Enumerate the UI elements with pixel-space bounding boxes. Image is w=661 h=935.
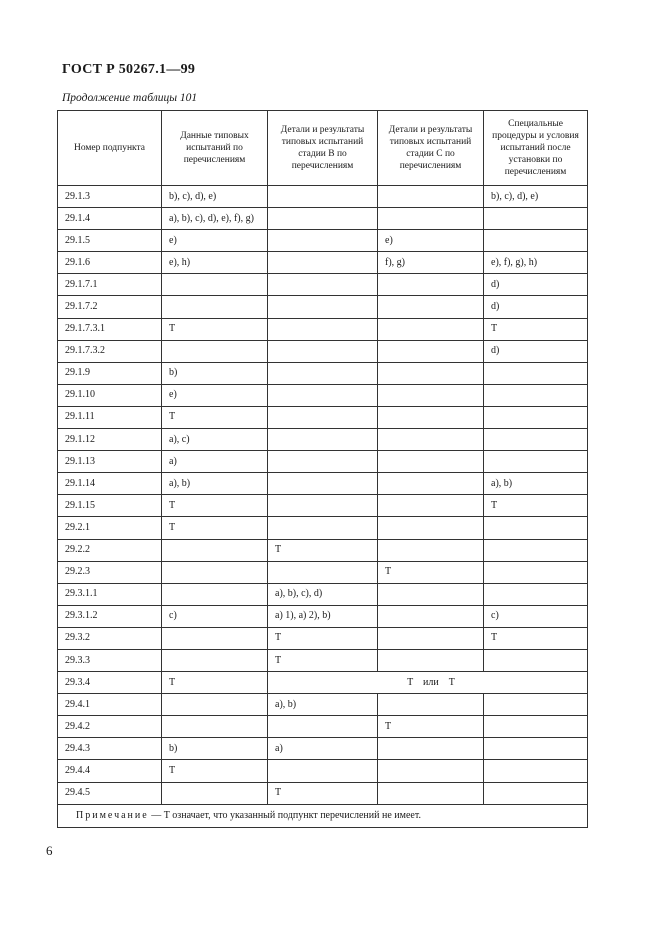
column-header: Детали и результаты типовых испытаний стадии С по перечислениям	[378, 111, 484, 186]
table-cell: 29.1.7.3.1	[58, 318, 162, 340]
table-row	[58, 649, 588, 671]
table-cell	[268, 296, 378, 318]
table-cell	[268, 473, 378, 495]
table-row	[58, 694, 588, 716]
table-cell: b), c), d), e)	[162, 186, 268, 208]
table-cell	[162, 539, 268, 561]
table-cell	[268, 384, 378, 406]
table-cell	[378, 738, 484, 760]
column-header: Детали и результаты типовых испытаний стадии В по перечислениям	[268, 111, 378, 186]
table-row	[58, 362, 588, 384]
document-header: ГОСТ Р 50267.1—99	[62, 62, 196, 77]
table-cell	[484, 517, 588, 539]
table-cell	[484, 583, 588, 605]
table-cell	[484, 738, 588, 760]
table-cell: 29.1.13	[58, 451, 162, 473]
table-cell: T	[378, 716, 484, 738]
table-cell: T	[484, 495, 588, 517]
table-cell: d)	[484, 340, 588, 362]
table-cell	[268, 429, 378, 451]
table-cell: T	[484, 318, 588, 340]
table-row	[58, 230, 588, 252]
data-table	[57, 110, 588, 828]
table-note	[58, 804, 588, 827]
table-cell	[268, 340, 378, 362]
table-cell: 29.1.5	[58, 230, 162, 252]
table-cell: T	[162, 406, 268, 428]
table-cell: T	[162, 760, 268, 782]
table-cell	[268, 208, 378, 230]
table-cell	[378, 296, 484, 318]
table-row	[58, 340, 588, 362]
table-cell: 29.2.2	[58, 539, 162, 561]
table-cell	[268, 406, 378, 428]
column-header: Специальные процедуры и условия испытаний после установки по перечислениям	[484, 111, 588, 186]
table-cell	[378, 495, 484, 517]
table-cell	[268, 252, 378, 274]
table-cell	[484, 716, 588, 738]
table-cell	[484, 694, 588, 716]
table-body	[58, 186, 588, 672]
table-cell	[378, 694, 484, 716]
table-cell	[378, 384, 484, 406]
table-cell: 29.3.4	[58, 672, 162, 694]
table-row	[58, 274, 588, 296]
table-container	[57, 110, 587, 828]
table-cell	[268, 760, 378, 782]
table-cell	[378, 649, 484, 671]
table-row	[58, 406, 588, 428]
table-cell: c)	[162, 605, 268, 627]
table-cell	[378, 583, 484, 605]
table-cell	[484, 208, 588, 230]
table-cell: 29.1.7.3.2	[58, 340, 162, 362]
table-cell: T	[268, 649, 378, 671]
table-cell	[378, 517, 484, 539]
table-cell	[378, 318, 484, 340]
table-cell	[484, 649, 588, 671]
table-cell	[378, 208, 484, 230]
table-cell: 29.1.4	[58, 208, 162, 230]
table-cell: 29.4.3	[58, 738, 162, 760]
table-cell: 29.1.7.1	[58, 274, 162, 296]
table-cell: 29.4.5	[58, 782, 162, 804]
table-cell: a)	[268, 738, 378, 760]
table-cell: 29.1.10	[58, 384, 162, 406]
table-cell: T	[162, 495, 268, 517]
table-cell	[268, 517, 378, 539]
column-header: Номер подпункта	[58, 111, 162, 186]
table-cell: b)	[162, 738, 268, 760]
table-cell: T	[268, 627, 378, 649]
table-cell: e), h)	[162, 252, 268, 274]
table-cell	[162, 716, 268, 738]
table-cell	[378, 186, 484, 208]
table-cell: 29.1.11	[58, 406, 162, 428]
table-cell	[268, 318, 378, 340]
table-cell	[378, 362, 484, 384]
table-cell: 29.1.7.2	[58, 296, 162, 318]
table-row	[58, 451, 588, 473]
table-cell	[484, 760, 588, 782]
merged-cell: T или T	[268, 672, 588, 694]
table-cell: 29.3.2	[58, 627, 162, 649]
table-cell	[378, 605, 484, 627]
table-body-merged	[58, 672, 588, 694]
table-row	[58, 252, 588, 274]
table-row	[58, 583, 588, 605]
table-cell	[378, 782, 484, 804]
table-cell: b), c), d), e)	[484, 186, 588, 208]
table-cell	[484, 782, 588, 804]
table-row	[58, 627, 588, 649]
table-cell: T	[162, 318, 268, 340]
table-row	[58, 473, 588, 495]
table-cell	[378, 274, 484, 296]
table-row	[58, 716, 588, 738]
table-cell	[268, 230, 378, 252]
table-cell: a), b), c), d)	[268, 583, 378, 605]
table-cell: 29.3.1.1	[58, 583, 162, 605]
table-cell: 29.4.2	[58, 716, 162, 738]
table-row	[58, 782, 588, 804]
table-cell: c)	[484, 605, 588, 627]
table-cell	[378, 627, 484, 649]
table-cell	[162, 340, 268, 362]
table-cell: 29.2.3	[58, 561, 162, 583]
table-cell	[378, 760, 484, 782]
table-caption: Продолжение таблицы 101	[62, 92, 198, 104]
table-cell: a), b)	[268, 694, 378, 716]
table-cell: a) 1), a) 2), b)	[268, 605, 378, 627]
table-cell	[268, 451, 378, 473]
table-cell: 29.1.9	[58, 362, 162, 384]
table-cell	[484, 539, 588, 561]
table-cell	[378, 473, 484, 495]
table-cell	[162, 296, 268, 318]
table-row	[58, 738, 588, 760]
table-cell: a), b)	[162, 473, 268, 495]
table-cell: 29.1.3	[58, 186, 162, 208]
table-cell	[484, 429, 588, 451]
table-cell: 29.3.1.2	[58, 605, 162, 627]
table-cell: d)	[484, 296, 588, 318]
table-cell: T	[268, 782, 378, 804]
table-cell: 29.2.1	[58, 517, 162, 539]
table-cell	[484, 384, 588, 406]
note-text: — Т означает, что указанный подпункт перечислений не имеет.	[148, 809, 421, 821]
table-cell	[162, 561, 268, 583]
table-cell	[268, 716, 378, 738]
note-label: Примечание	[76, 809, 149, 821]
table-cell: 29.1.14	[58, 473, 162, 495]
table-cell: e), f), g), h)	[484, 252, 588, 274]
table-cell: d)	[484, 274, 588, 296]
table-cell: e)	[162, 384, 268, 406]
table-cell: T	[378, 561, 484, 583]
table-cell	[268, 274, 378, 296]
table-row	[58, 186, 588, 208]
table-cell: 29.4.4	[58, 760, 162, 782]
table-row	[58, 429, 588, 451]
table-row	[58, 296, 588, 318]
table-row	[58, 384, 588, 406]
table-cell	[268, 186, 378, 208]
table-row	[58, 318, 588, 340]
table-cell	[268, 561, 378, 583]
table-cell	[162, 583, 268, 605]
table-row	[58, 539, 588, 561]
table-row	[58, 517, 588, 539]
table-row	[58, 605, 588, 627]
table-row	[58, 495, 588, 517]
table-row	[58, 760, 588, 782]
table-cell: a)	[162, 451, 268, 473]
table-cell	[378, 429, 484, 451]
table-cell: 29.1.15	[58, 495, 162, 517]
table-cell	[162, 274, 268, 296]
table-header-row	[58, 111, 588, 186]
table-cell: T	[484, 627, 588, 649]
table-cell: 29.4.1	[58, 694, 162, 716]
column-header: Данные типовых испытаний по перечислениям	[162, 111, 268, 186]
table-cell: a), b), c), d), e), f), g)	[162, 208, 268, 230]
table-cell: T	[162, 517, 268, 539]
table-cell	[484, 561, 588, 583]
table-cell: 29.3.3	[58, 649, 162, 671]
table-cell	[484, 406, 588, 428]
table-cell	[378, 451, 484, 473]
table-cell	[484, 230, 588, 252]
table-row	[58, 208, 588, 230]
table-cell: T	[162, 672, 268, 694]
table-cell: f), g)	[378, 252, 484, 274]
table-cell	[162, 782, 268, 804]
table-cell	[484, 451, 588, 473]
table-cell	[378, 340, 484, 362]
table-cell	[484, 362, 588, 384]
table-cell	[162, 627, 268, 649]
table-cell: 29.1.6	[58, 252, 162, 274]
table-cell	[162, 694, 268, 716]
table-cell	[378, 406, 484, 428]
table-cell	[268, 362, 378, 384]
table-cell: a), b)	[484, 473, 588, 495]
table-cell	[378, 539, 484, 561]
table-cell: 29.1.12	[58, 429, 162, 451]
table-cell	[162, 649, 268, 671]
table-body	[58, 694, 588, 804]
table-cell: e)	[378, 230, 484, 252]
page-number: 6	[46, 843, 53, 858]
table-cell: T	[268, 539, 378, 561]
table-row	[58, 561, 588, 583]
table-cell: a), c)	[162, 429, 268, 451]
note-row	[58, 804, 588, 827]
table-row	[58, 672, 588, 694]
table-cell	[268, 495, 378, 517]
table-cell: e)	[162, 230, 268, 252]
table-cell: b)	[162, 362, 268, 384]
